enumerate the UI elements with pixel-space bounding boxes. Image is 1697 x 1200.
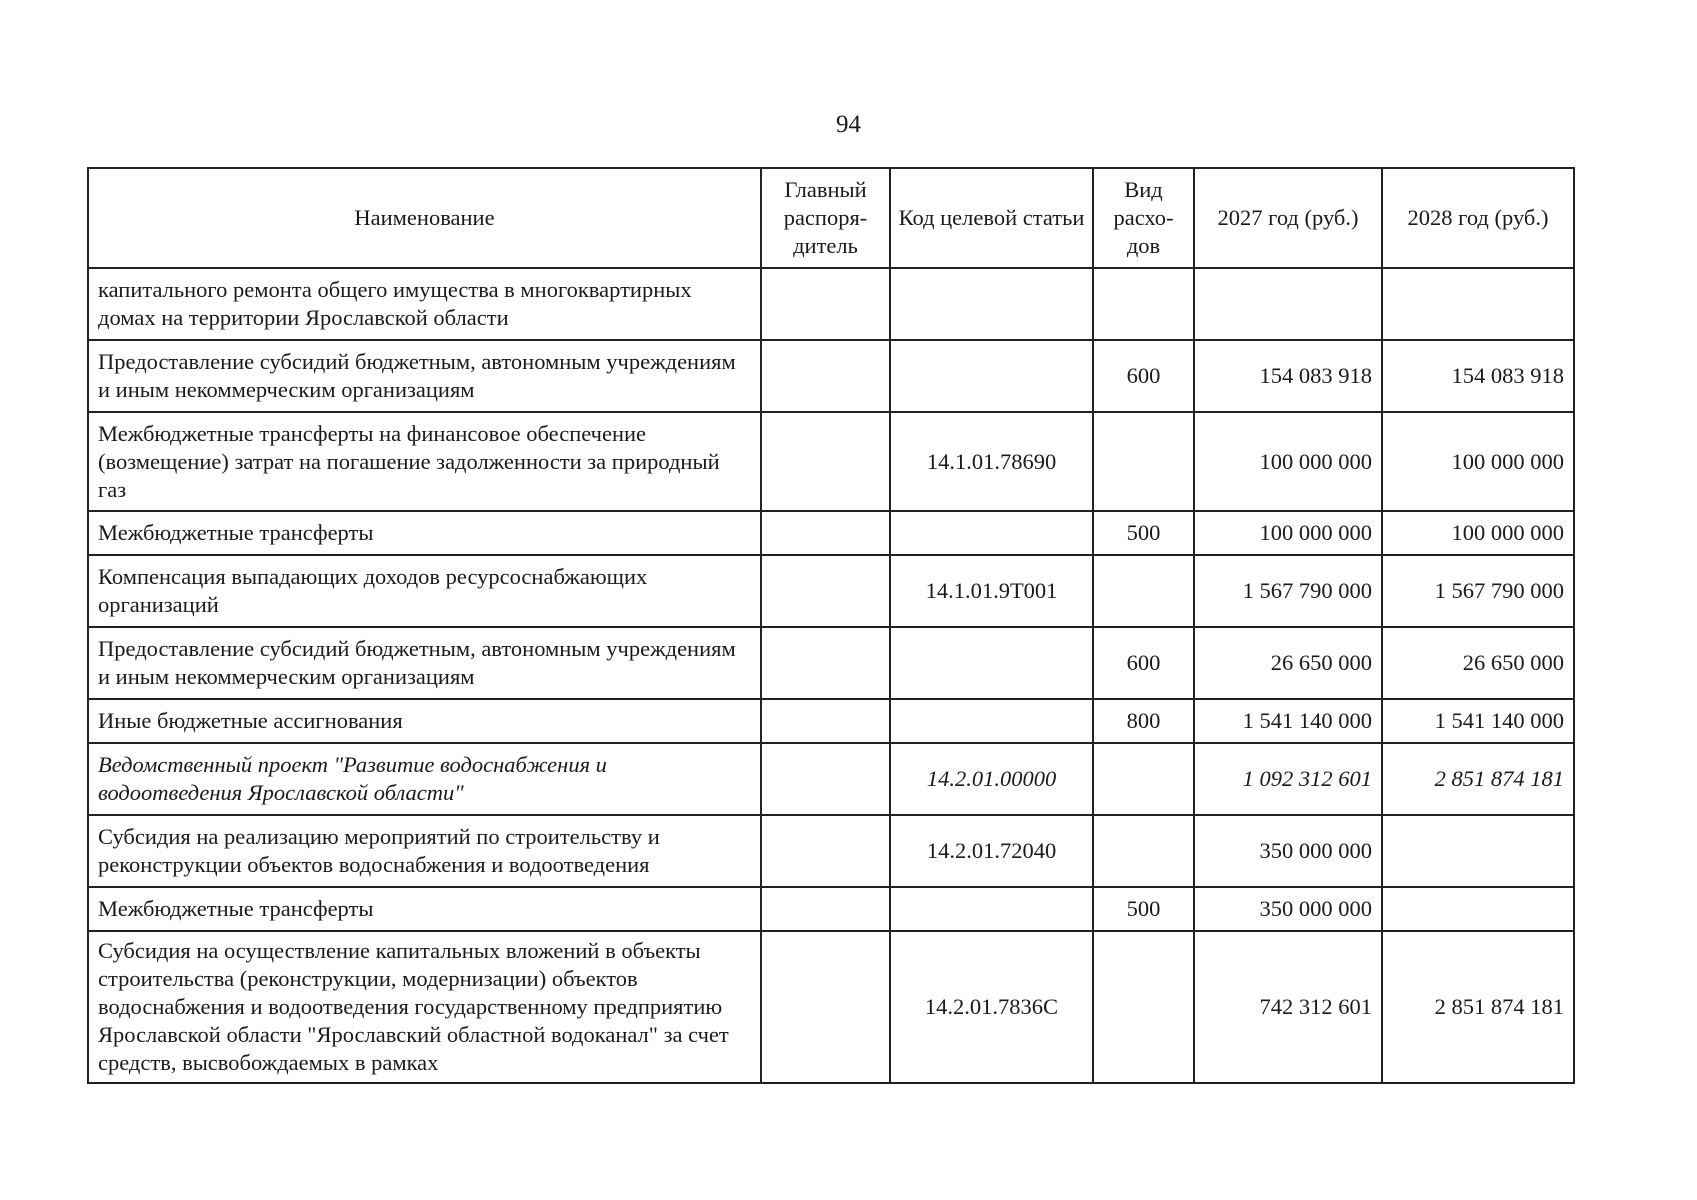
cell-2028 [1382, 268, 1574, 340]
cell-main [761, 743, 890, 815]
header-name: Наименование [88, 168, 761, 268]
cell-kind: 800 [1093, 699, 1194, 743]
cell-kind: 600 [1093, 340, 1194, 412]
cell-main [761, 555, 890, 627]
cell-code [890, 511, 1093, 555]
cell-main [761, 815, 890, 887]
table-row [88, 268, 1574, 340]
table-row-project [88, 743, 1574, 815]
cell-2028: 2 851 874 181 [1382, 931, 1574, 1083]
cell-main [761, 511, 890, 555]
cell-2027: 350 000 000 [1194, 815, 1382, 887]
header-expense-kind: Вид расхо-дов [1093, 168, 1194, 268]
cell-kind [1093, 815, 1194, 887]
cell-2028: 154 083 918 [1382, 340, 1574, 412]
table-row [88, 699, 1574, 743]
table-body [88, 268, 1574, 1083]
cell-kind [1093, 743, 1194, 815]
cell-2027: 26 650 000 [1194, 627, 1382, 699]
cell-main [761, 340, 890, 412]
cell-2028 [1382, 887, 1574, 931]
cell-kind [1093, 268, 1194, 340]
cell-2028: 100 000 000 [1382, 511, 1574, 555]
page-number: 94 [836, 111, 861, 138]
cell-2027: 1 092 312 601 [1194, 743, 1382, 815]
table-row [88, 815, 1574, 887]
table-row [88, 931, 1574, 1083]
cell-name: Субсидия на реализацию мероприятий по строительству и реконструкции объектов водоснабжения и водоотведения [88, 815, 761, 887]
cell-kind [1093, 555, 1194, 627]
cell-kind [1093, 931, 1194, 1083]
cell-2028 [1382, 815, 1574, 887]
cell-2028: 2 851 874 181 [1382, 743, 1574, 815]
cell-2027: 100 000 000 [1194, 511, 1382, 555]
cell-code [890, 340, 1093, 412]
cell-name: Межбюджетные трансферты [88, 887, 761, 931]
cell-kind: 600 [1093, 627, 1194, 699]
cell-code [890, 887, 1093, 931]
cell-2027 [1194, 268, 1382, 340]
header-main-manager: Главный распоря-дитель [761, 168, 890, 268]
cell-main [761, 268, 890, 340]
cell-code [890, 268, 1093, 340]
cell-code: 14.1.01.78690 [890, 412, 1093, 511]
header-target-code: Код целевой статьи [890, 168, 1093, 268]
table-row [88, 555, 1574, 627]
table-row [88, 887, 1574, 931]
cell-2028: 26 650 000 [1382, 627, 1574, 699]
table-row [88, 627, 1574, 699]
table-row [88, 412, 1574, 511]
cell-code: 14.2.01.7836С [890, 931, 1093, 1083]
header-year-2028: 2028 год (руб.) [1382, 168, 1574, 268]
cell-2028: 100 000 000 [1382, 412, 1574, 511]
cell-name: Ведомственный проект "Развитие водоснабжения и водоотведения Ярославской области" [88, 743, 761, 815]
table-header [88, 168, 1574, 268]
cell-2028: 1 567 790 000 [1382, 555, 1574, 627]
cell-code: 14.1.01.9Т001 [890, 555, 1093, 627]
cell-name: Предоставление субсидий бюджетным, автономным учреждениям и иным некоммерческим организациям [88, 340, 761, 412]
cell-name: Субсидия на осуществление капитальных вложений в объекты строительства (реконструкции, модернизации) объектов водоснабжения и водоотведения государственному предприятию Ярославской области "Ярославский областной водоканал" за счет средств, высвобождаемых в рамках [88, 931, 761, 1083]
cell-name: Межбюджетные трансферты [88, 511, 761, 555]
header-year-2027: 2027 год (руб.) [1194, 168, 1382, 268]
table-row [88, 340, 1574, 412]
cell-main [761, 931, 890, 1083]
cell-2027: 100 000 000 [1194, 412, 1382, 511]
cell-name: Предоставление субсидий бюджетным, автономным учреждениям и иным некоммерческим организациям [88, 627, 761, 699]
cell-main [761, 699, 890, 743]
table-row [88, 511, 1574, 555]
cell-2027: 1 541 140 000 [1194, 699, 1382, 743]
cell-name: капитального ремонта общего имущества в многоквартирных домах на территории Ярославской области [88, 268, 761, 340]
cell-kind: 500 [1093, 511, 1194, 555]
cell-kind [1093, 412, 1194, 511]
cell-name: Иные бюджетные ассигнования [88, 699, 761, 743]
cell-main [761, 887, 890, 931]
cell-name: Компенсация выпадающих доходов ресурсоснабжающих организаций [88, 555, 761, 627]
cell-code [890, 699, 1093, 743]
cell-main [761, 627, 890, 699]
cell-kind: 500 [1093, 887, 1194, 931]
cell-2028: 1 541 140 000 [1382, 699, 1574, 743]
budget-table [87, 167, 1575, 1084]
cell-2027: 350 000 000 [1194, 887, 1382, 931]
cell-main [761, 412, 890, 511]
cell-2027: 1 567 790 000 [1194, 555, 1382, 627]
cell-2027: 742 312 601 [1194, 931, 1382, 1083]
cell-code: 14.2.01.72040 [890, 815, 1093, 887]
cell-2027: 154 083 918 [1194, 340, 1382, 412]
cell-code [890, 627, 1093, 699]
cell-code: 14.2.01.00000 [890, 743, 1093, 815]
cell-name: Межбюджетные трансферты на финансовое обеспечение (возмещение) затрат на погашение задолженности за природный газ [88, 412, 761, 511]
